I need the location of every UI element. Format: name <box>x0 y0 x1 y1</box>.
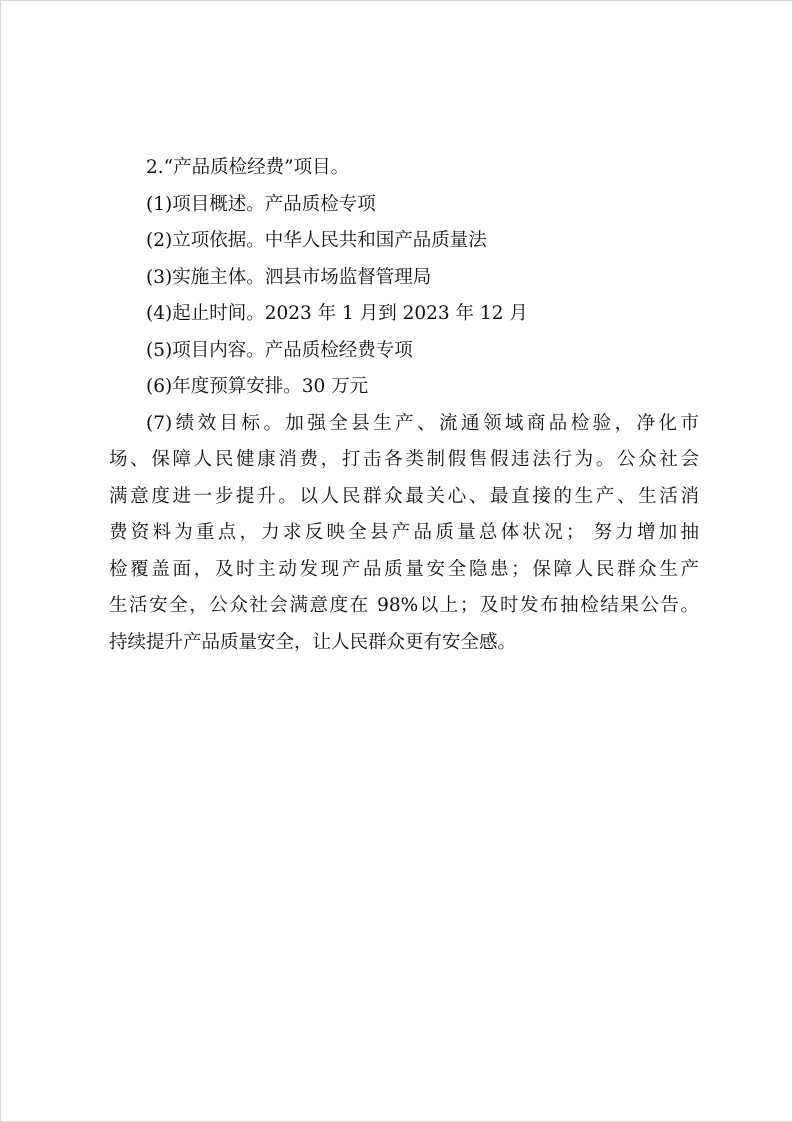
goal-line: 检覆盖面，及时主动发现产品质量安全隐患；保障人民群众生产 <box>109 558 699 580</box>
item-content: (5)项目内容。产品质检经费专项 <box>146 339 413 361</box>
item-implementer: (3)实施主体。泗县市场监督管理局 <box>146 266 432 288</box>
goal-line: 生活安全，公众社会满意度在 98%以上；及时发布抽检结果公告。 <box>109 595 699 616</box>
item-budget: (6)年度预算安排。30 万元 <box>146 376 369 397</box>
item-basis: (2)立项依据。中华人民共和国产品质量法 <box>146 230 487 251</box>
item-period: (4)起止时间。2023 年 1 月到 2023 年 12 月 <box>146 303 528 324</box>
goal-line: 场、保障人民健康消费，打击各类制假售假违法行为。公众社会 <box>109 449 699 470</box>
document-body <box>109 150 699 661</box>
goal-line: (7)绩效目标。加强全县生产、流通领域商品检验，净化市 <box>146 412 699 434</box>
goal-line: 持续提升产品质量安全，让人民群众更有安全感。 <box>109 631 517 653</box>
goal-line: 费资料为重点，力求反映全县产品质量总体状况； 努力增加抽 <box>109 522 699 543</box>
section-heading: 2.“产品质检经费”项目。 <box>146 157 350 178</box>
item-overview: (1)项目概述。产品质检专项 <box>146 193 376 215</box>
goal-line: 满意度进一步提升。以人民群众最关心、最直接的生产、生活消 <box>109 485 699 507</box>
